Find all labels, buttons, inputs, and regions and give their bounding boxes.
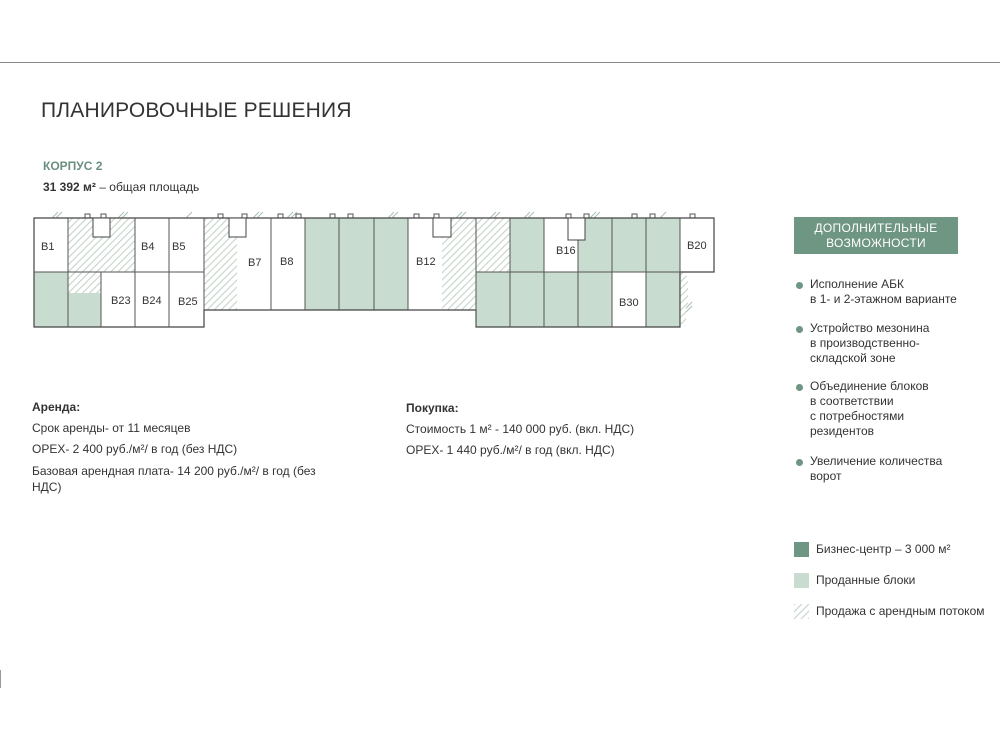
purchase-opex: OPEX- 1 440 руб./м²/ в год (вкл. НДС) xyxy=(406,443,615,457)
extras-item-line: ворот xyxy=(810,469,842,483)
legend-swatch-sold xyxy=(794,573,809,588)
extras-item-line: Исполнение АБК xyxy=(810,277,905,291)
rental-sale-edge-right xyxy=(680,272,686,326)
extras-title-box xyxy=(794,217,958,254)
rent-info xyxy=(32,397,352,495)
extras-item-line: в соответствии xyxy=(810,394,894,408)
purchase-info xyxy=(406,398,726,461)
extras-item-line: резидентов xyxy=(810,424,875,438)
sold-block-lower-4 xyxy=(578,272,612,327)
sold-block-upper-1 xyxy=(510,218,544,272)
extras-item-text xyxy=(810,379,980,439)
legend-label: Бизнес-центр – 3 000 м² xyxy=(816,542,951,556)
label-b24: B24 xyxy=(142,295,162,307)
bullet-dot-icon xyxy=(796,282,803,289)
label-b25: B25 xyxy=(178,296,198,308)
label-b5: B5 xyxy=(172,241,186,253)
label-b4: B4 xyxy=(141,241,155,253)
sold-block-1 xyxy=(305,218,339,310)
sold-block-lower-3 xyxy=(544,272,578,327)
rent-term: Срок аренды- от 11 месяцев xyxy=(32,421,191,435)
rental-sale-block-left xyxy=(68,272,101,293)
area-value: 31 392 м² xyxy=(43,180,96,194)
sold-block-lower-2 xyxy=(510,272,544,327)
rent-base-rate-line1: Базовая арендная плата- 14 200 руб./м²/ в год (без xyxy=(32,464,316,478)
bullet-dot-icon xyxy=(796,326,803,333)
bullet-dot-icon xyxy=(796,384,803,391)
label-b7: B7 xyxy=(248,257,262,269)
building-title: КОРПУС 2 xyxy=(43,159,103,173)
extras-item-text xyxy=(810,454,980,484)
extras-item-line: Увеличение количества xyxy=(810,454,943,468)
rent-base-rate-line2: НДС) xyxy=(32,480,62,494)
rent-heading: Аренда: xyxy=(32,400,81,414)
label-b16: B16 xyxy=(556,245,576,257)
extras-item-line: в производственно- xyxy=(810,336,920,350)
bullet-dot-icon xyxy=(796,459,803,466)
legend-label: Проданные блоки xyxy=(816,573,916,587)
label-b20: B20 xyxy=(687,240,707,252)
sold-block-upper-4 xyxy=(646,218,680,272)
sold-block-lower-1 xyxy=(476,272,510,327)
area-label: – общая площадь xyxy=(95,180,200,194)
label-b8: B8 xyxy=(280,256,294,268)
legend-swatch-business-center xyxy=(794,542,809,557)
extras-item-text xyxy=(810,321,980,366)
extras-item-line: в 1- и 2-этажном варианте xyxy=(810,292,957,306)
sold-block-lower-5 xyxy=(646,272,680,327)
purchase-price: Стоимость 1 м² - 140 000 руб. (вкл. НДС) xyxy=(406,422,635,436)
sold-block-2 xyxy=(339,218,374,310)
sold-block-b1-lower xyxy=(34,272,68,327)
extras-item-line: Устройство мезонина xyxy=(810,321,930,335)
page-title: ПЛАНИРОВОЧНЫЕ РЕШЕНИЯ xyxy=(41,99,352,122)
extras-item-text xyxy=(810,277,980,307)
sold-block-3 xyxy=(374,218,408,310)
extras-title-line1: ДОПОЛНИТЕЛЬНЫЕ xyxy=(814,221,938,235)
label-b23: B23 xyxy=(111,295,131,307)
purchase-heading: Покупка: xyxy=(406,401,459,415)
rent-base-rate xyxy=(32,460,352,495)
label-b30: B30 xyxy=(619,297,639,309)
label-b1: B1 xyxy=(41,241,55,253)
rent-opex: OPEX- 2 400 руб./м²/ в год (без НДС) xyxy=(32,442,238,456)
sold-block-lower-left xyxy=(68,293,101,327)
extras-item-line: с потребностями xyxy=(810,409,905,423)
rental-sale-block-right-upper xyxy=(476,218,510,272)
extras-title-line2: ВОЗМОЖНОСТИ xyxy=(826,236,926,250)
legend-swatch-hatch xyxy=(794,604,809,619)
extras-item-line: складской зоне xyxy=(810,351,896,365)
label-b12: B12 xyxy=(416,256,436,268)
legend-label: Продажа с арендным потоком xyxy=(816,604,985,618)
sold-block-upper-3 xyxy=(612,218,646,272)
extras-item-line: Объединение блоков xyxy=(810,379,929,393)
